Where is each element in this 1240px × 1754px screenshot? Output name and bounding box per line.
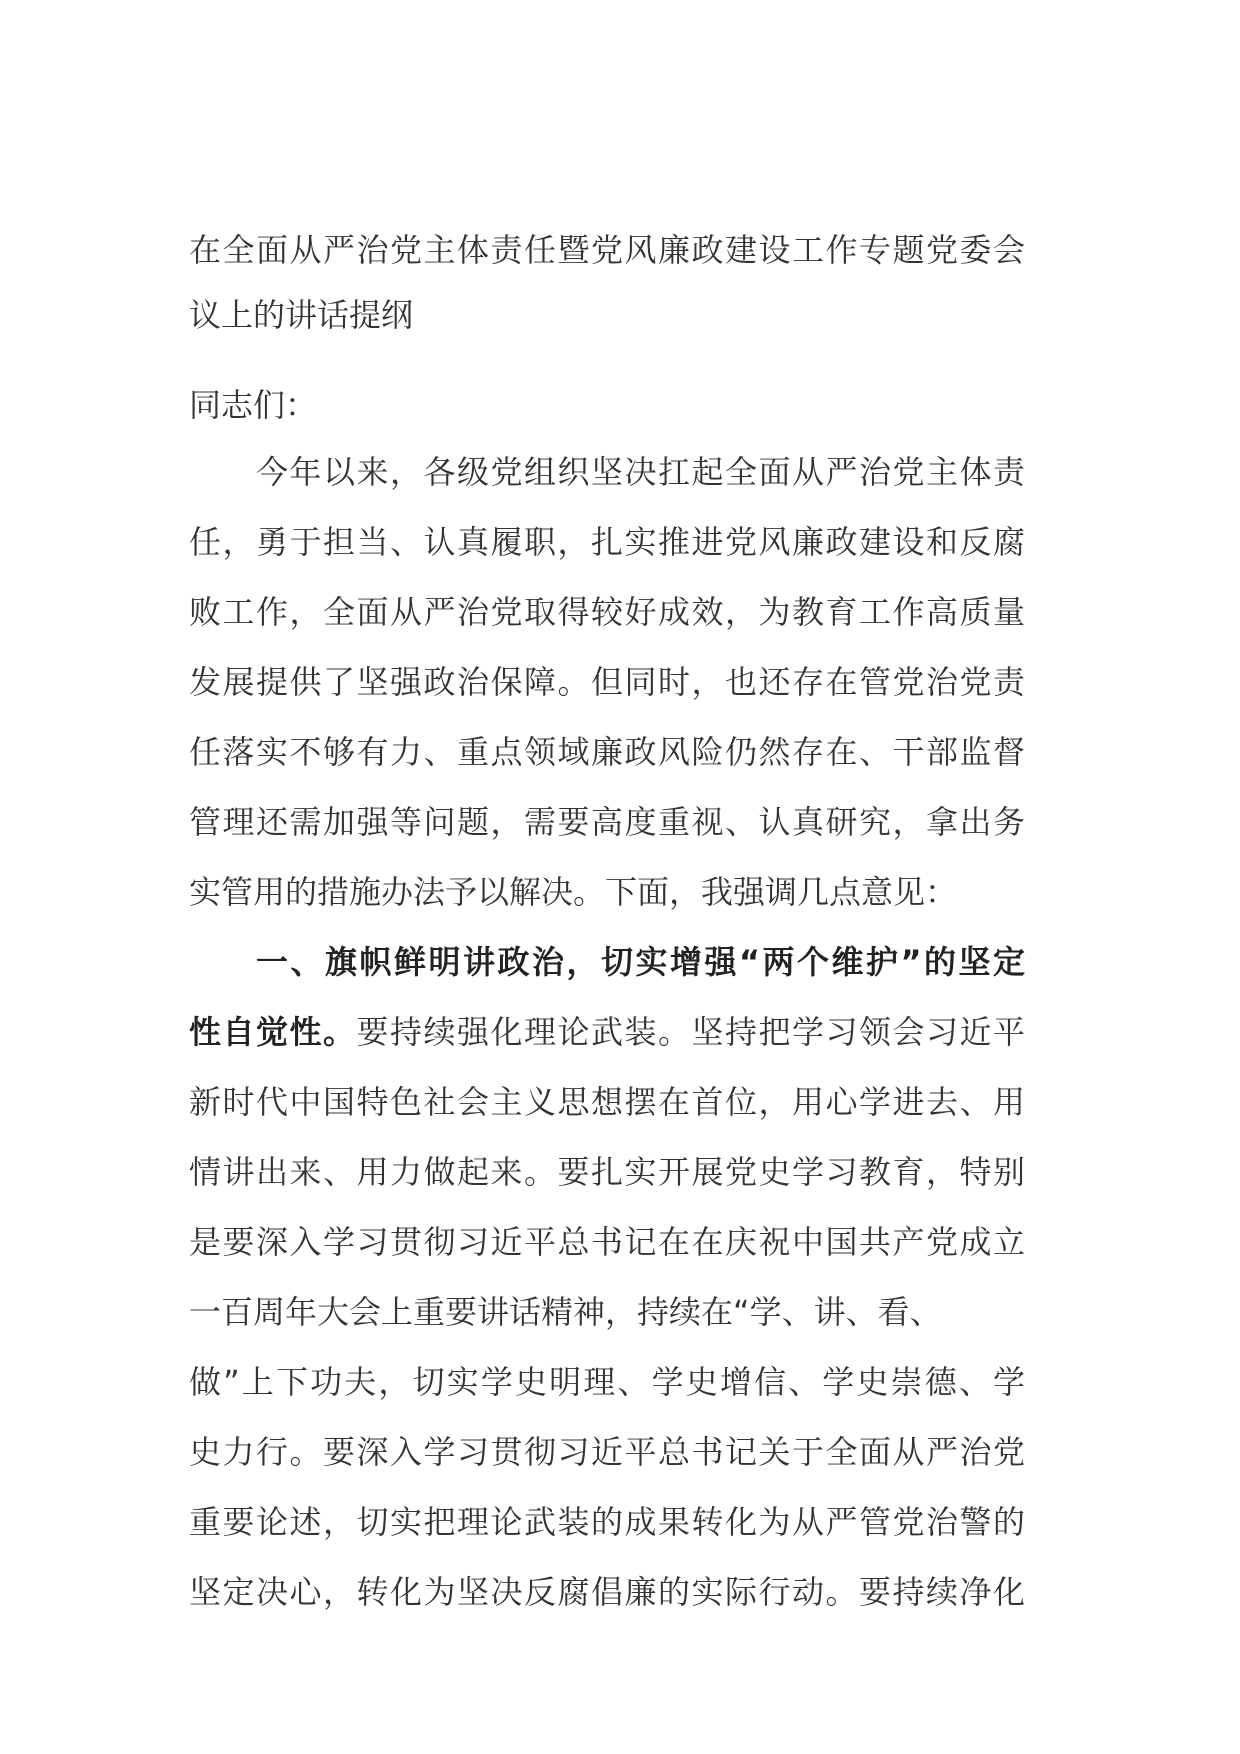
section-heading: 性自觉性。: [189, 1013, 357, 1051]
paragraph-line: 实管用的措施办法予以解决。下面，我强调几点意见：: [189, 873, 958, 911]
paragraph-line: 史力行。要深入学习贯彻习近平总书记关于全面从严治党: [189, 1433, 1025, 1471]
greeting-text: 同志们：: [189, 386, 318, 424]
paragraph-line: 重要论述，切实把理论武装的成果转化为从严管党治警的: [189, 1503, 1025, 1541]
paragraph-line: 坚定决心，转化为坚决反腐倡廉的实际行动。要持续净化: [189, 1573, 1025, 1611]
paragraph-line: 新时代中国特色社会主义思想摆在首位，用心学进去、用: [189, 1083, 1025, 1121]
paragraph-line: 败工作，全面从严治党取得较好成效，为教育工作高质量: [189, 593, 1025, 631]
document-title: [189, 218, 1025, 348]
greeting: [189, 370, 1025, 440]
section-heading: 一、旗帜鲜明讲政治，切实增强“两个维护”的坚定: [256, 943, 1025, 981]
body-text: [189, 437, 1025, 1627]
paragraph-line: 管理还需加强等问题，需要高度重视、认真研究，拿出务: [189, 803, 1025, 841]
paragraph-line: 一百周年大会上重要讲话精神，持续在“学、讲、看、: [189, 1293, 942, 1331]
section-heading-line: [189, 927, 1025, 997]
paragraph-line: [189, 997, 1025, 1067]
paragraph-line: 发展提供了坚强政治保障。但同时，也还存在管党治党责: [189, 663, 1025, 701]
paragraph-line: 任落实不够有力、重点领域廉政风险仍然存在、干部监督: [189, 733, 1025, 771]
paragraph-line: 任，勇于担当、认真履职，扎实推进党风廉政建设和反腐: [189, 523, 1025, 561]
paragraph-line: 做”上下功夫，切实学史明理、学史增信、学史崇德、学: [189, 1363, 1025, 1401]
paragraph-line: 是要深入学习贯彻习近平总书记在在庆祝中国共产党成立: [189, 1223, 1025, 1261]
paragraph-line: 情讲出来、用力做起来。要扎实开展党史学习教育，特别: [189, 1153, 1025, 1191]
paragraph-line: 今年以来，各级党组织坚决扛起全面从严治党主体责: [256, 453, 1025, 491]
title-line: 在全面从严治党主体责任暨党风廉政建设工作专题党委会: [189, 231, 1025, 269]
title-line: 议上的讲话提纲: [189, 296, 414, 334]
paragraph-text: 要持续强化理论武装。坚持把学习领会习近平: [356, 1013, 1025, 1051]
